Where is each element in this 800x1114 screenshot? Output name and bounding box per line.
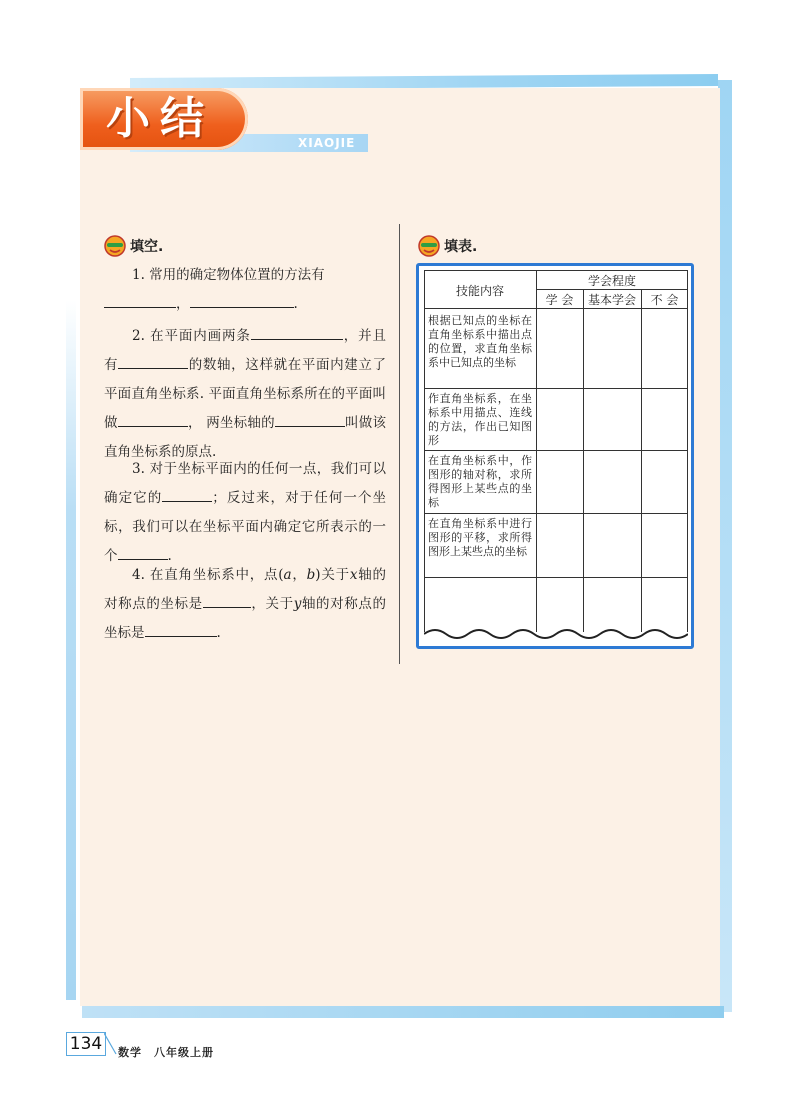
table-col-line [641,289,642,642]
title-pinyin: XIAOJIE [298,136,356,150]
table-header-level: 学会程度 [587,274,636,288]
q1-blank-1[interactable] [104,291,176,308]
q3-part-b: ；反过来，对于任何一个坐标，我们可以在坐标平面内确定它所表示的一个 [104,490,387,564]
table-col-line [536,270,537,642]
table-wavy-edge [424,624,688,642]
table-row-skill-2: 作直角坐标系，在坐标系中用描点、连线的方法，作出已知图形 [428,392,532,447]
book-title: 数学 八年级上册 [118,1046,214,1059]
table-row-line [424,513,688,514]
q1-blank-2[interactable] [190,291,294,308]
page-number: 134 [66,1032,106,1056]
decor-right-strip [718,80,732,1012]
q2-blank-4[interactable] [275,410,345,427]
q4-part-f: . [216,625,221,641]
column-divider [399,224,400,664]
q4-part-d: ，关于 [250,596,294,612]
table-row-line [424,577,688,578]
q2-part-a: 2. 在平面内画两条 [132,328,251,344]
q4-part-e: 轴的对称点的坐标是 [104,596,386,641]
q4-var-b: b [306,567,316,583]
q4-part-b: )关于 [315,567,350,583]
q4-blank-2[interactable] [145,620,217,637]
q4-blank-1[interactable] [203,591,251,608]
q3-part-c: . [167,548,172,564]
table-header-level-3: 不 会 [650,293,679,307]
q4-part-a: 4. 在直角坐标系中，点( [132,567,284,583]
table-header-level-2: 基本学会 [587,293,636,307]
q4-var-a: a [283,567,292,583]
q2-blank-2[interactable] [118,352,188,369]
fill-blank-heading-text: 填空. [130,239,164,255]
q2-blank-1[interactable] [251,323,343,340]
table-row-line [424,450,688,451]
q4-var-x: x [349,567,358,583]
q4-var-y: y [293,596,302,612]
q2-blank-3[interactable] [118,410,188,427]
fill-table-heading-text: 填表. [444,239,478,255]
question-3 [104,455,386,571]
face-icon [104,235,126,257]
q1-end: . [293,296,298,312]
decor-left-strip [66,300,76,1000]
q3-part-a: 3. 对于坐标平面内的任何一点，我们可以确定它的 [104,461,386,506]
table-row-skill-1: 根据已知点的坐标在直角坐标系中描出点的位置，求直角坐标系中已知点的坐标 [428,314,532,369]
table-header-skill: 技能内容 [455,284,504,298]
page-title: 小结 [106,93,214,144]
q4-comma: ， [291,567,307,583]
question-2 [104,322,386,467]
q4-part-c: 轴的对称点的坐标是 [104,567,387,612]
table-row-skill-4: 在直角坐标系中进行图形的平移，求所得图形上某些点的坐标 [428,517,532,558]
table-row-line [424,308,688,309]
q3-blank-1[interactable] [162,485,212,502]
face-icon [418,235,440,257]
page-number-arrow-icon [104,1032,118,1056]
fill-blank-heading [104,234,163,258]
q2-part-b: ，并且有 [104,328,387,373]
table-col-line [583,289,584,642]
question-1 [104,261,386,319]
table-row-line [424,388,688,389]
fill-table-heading [418,234,477,258]
table-header-level-1: 学 会 [545,293,574,307]
q2-part-d: ， 两坐标轴的 [187,415,275,431]
q1-text: 1. 常用的确定物体位置的方法有 [132,267,325,283]
q2-part-c: 的数轴，这样就在平面内建立了平面直角坐标系. 平面直角坐标系所在的平面叫做 [104,357,387,431]
question-4 [104,561,386,648]
q1-sep: ， [176,296,190,312]
table-row-line [536,289,688,290]
q2-part-e: 叫做该直角坐标系的原点. [104,415,387,460]
decor-bottom-strip [82,1006,724,1018]
q3-blank-2[interactable] [118,543,168,560]
table-row-skill-3: 在直角坐标系中，作图形的轴对称，求所得图形上某些点的坐标 [428,454,532,509]
